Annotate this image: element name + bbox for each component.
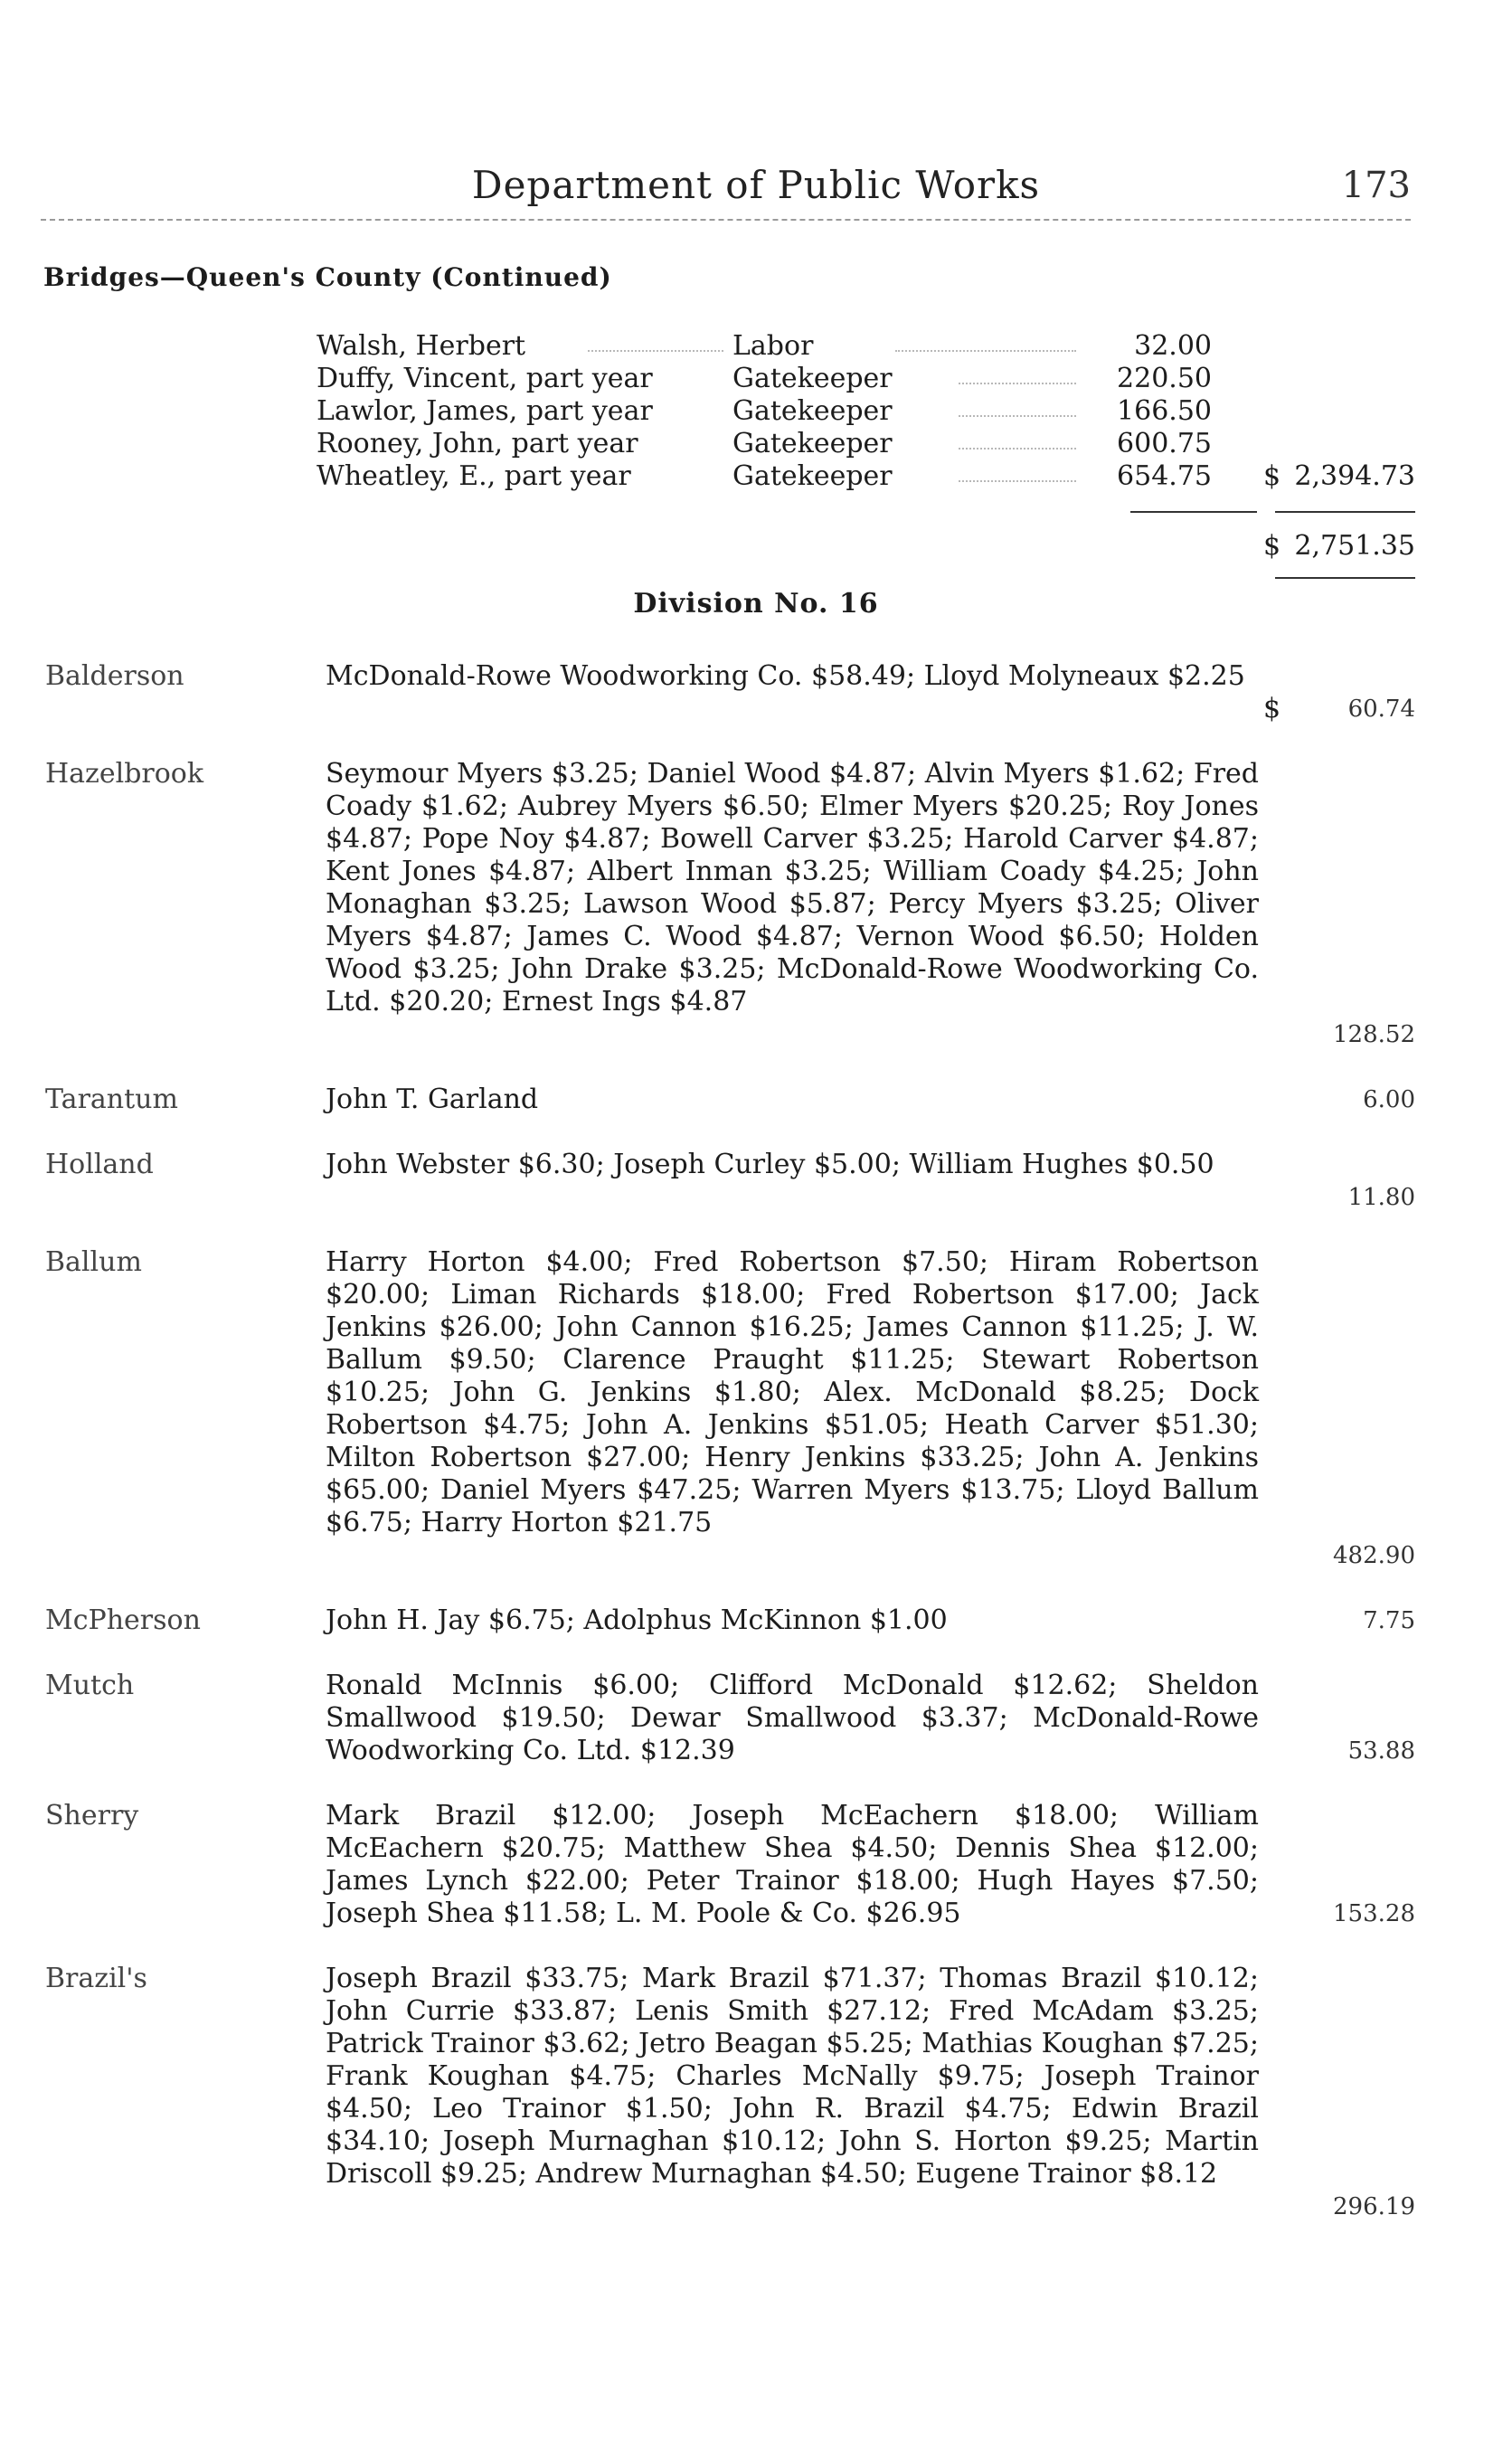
leader-dots: [959, 480, 1076, 482]
header-divider: [41, 219, 1411, 221]
entry-total: 53.88: [1347, 1737, 1415, 1765]
payment-details: Harry Horton $4.00; Fred Robertson $7.50; Hiram Robertson $20.00; Liman Richards $18.00; Fred Robertson $17.00; Jack Jenkins $26.00; John Cannon $16.25; James Cannon $11.25; J. W. Ballum $9.50; Clarence Praught $11.25; Stewart Robertson $10.25; John G. Jenkins $1.80; Alex. McDonald $8.25; Dock Robertson $4.75; John A. Jenkins $51.05; Heath Carver $51.30; Milton Robertson $27.00; Henry Jenkins $33.25; John A. Jenkins $65.00; Daniel Myers $47.25; Warren Myers $13.75; Lloyd Ballum $6.75; Harry Horton $21.75: [326, 1246, 1259, 1538]
subtotal: 2,394.73: [1294, 460, 1415, 492]
page-number: 173: [1341, 165, 1411, 206]
total-rule: [1275, 577, 1415, 579]
employee-name: Rooney, John, part year: [317, 428, 638, 459]
employee-name: Wheatley, E., part year: [317, 460, 631, 492]
leader-dots: [959, 448, 1076, 450]
place-name: Hazelbrook: [45, 758, 204, 790]
section-total: 2,751.35: [1294, 530, 1415, 562]
place-name: McPherson: [45, 1604, 201, 1636]
place-name: Sherry: [45, 1800, 139, 1832]
amount: 600.75: [1117, 428, 1212, 459]
leader-dots: [895, 350, 1076, 352]
gatekeeper-table: [317, 330, 1415, 493]
place-name: Brazil's: [45, 1963, 147, 1994]
entry-total: 60.74: [1347, 696, 1415, 723]
amount: 32.00: [1134, 330, 1212, 362]
sum-rule: [1275, 511, 1415, 513]
employee-role: Gatekeeper: [732, 395, 893, 427]
place-name: Ballum: [45, 1246, 142, 1278]
amount: 220.50: [1117, 363, 1212, 394]
section-heading: Bridges—Queen's County (Continued): [43, 262, 612, 292]
payment-details: John Webster $6.30; Joseph Curley $5.00; William Hughes $0.50: [326, 1149, 1214, 1180]
employee-name: Duffy, Vincent, part year: [317, 363, 653, 394]
employee-role: Gatekeeper: [732, 460, 893, 492]
leader-dots: [959, 383, 1076, 384]
payment-details: Joseph Brazil $33.75; Mark Brazil $71.37; Thomas Brazil $10.12; John Currie $33.87; Lenis Smith $27.12; Fred McAdam $3.25; Patrick Trainor $3.62; Jetro Beagan $5.25; Mathias Koughan $7.25; Frank Koughan $4.75; Charles McNally $9.75; Joseph Trainor $4.50; Leo Trainor $1.50; John R. Brazil $4.75; Edwin Brazil $34.10; Joseph Murnaghan $10.12; John S. Horton $9.25; Martin Driscoll $9.25; Andrew Murnaghan $4.50; Eugene Trainor $8.12: [326, 1963, 1259, 2190]
employee-role: Gatekeeper: [732, 363, 893, 394]
dollar-sign: $: [1263, 693, 1281, 724]
payment-details: Seymour Myers $3.25; Daniel Wood $4.87; Alvin Myers $1.62; Fred Coady $1.62; Aubrey Myers $6.50; Elmer Myers $20.25; Roy Jones $4.87; Pope Noy $4.87; Bowell Carver $3.25; Harold Carver $4.87; Kent Jones $4.87; Albert Inman $3.25; William Coady $4.25; John Monaghan $3.25; Lawson Wood $5.87; Percy Myers $3.25; Oliver Myers $4.87; James C. Wood $4.87; Vernon Wood $6.50; Holden Wood $3.25; John Drake $3.25; McDonald-Rowe Woodworking Co. Ltd. $20.20; Ernest Ings $4.87: [326, 758, 1259, 1018]
table-row: [317, 363, 1415, 395]
amount: 654.75: [1117, 460, 1212, 492]
leader-dots: [959, 415, 1076, 417]
page-title: Department of Public Works: [471, 163, 1041, 207]
entry-total: 153.28: [1333, 1900, 1415, 1927]
amount: 166.50: [1117, 395, 1212, 427]
entry-total: 11.80: [1347, 1184, 1415, 1211]
division-heading: Division No. 16: [633, 588, 879, 620]
payment-details: McDonald-Rowe Woodworking Co. $58.49; Lloyd Molyneaux $2.25: [326, 660, 1245, 692]
payment-details: John H. Jay $6.75; Adolphus McKinnon $1.00: [326, 1604, 948, 1636]
place-name: Tarantum: [45, 1084, 178, 1115]
entry-total: 7.75: [1363, 1607, 1415, 1634]
entry-total: 128.52: [1333, 1021, 1415, 1048]
employee-role: Labor: [732, 330, 814, 362]
employee-role: Gatekeeper: [732, 428, 893, 459]
payment-details: Mark Brazil $12.00; Joseph McEachern $18.00; William McEachern $20.75; Matthew Shea $4.50; Dennis Shea $12.00; James Lynch $22.00; Peter Trainor $18.00; Hugh Hayes $7.50; Joseph Shea $11.58; L. M. Poole & Co. $26.95: [326, 1800, 1259, 1929]
employee-name: Lawlor, James, part year: [317, 395, 653, 427]
place-name: Mutch: [45, 1670, 135, 1701]
entry-total: 6.00: [1363, 1086, 1415, 1113]
dollar-sign: $: [1263, 530, 1281, 562]
payment-details: John T. Garland: [326, 1084, 539, 1115]
place-name: Balderson: [45, 660, 184, 692]
entry-total: 482.90: [1333, 1542, 1415, 1569]
place-name: Holland: [45, 1149, 154, 1180]
dollar-sign: $: [1263, 460, 1281, 492]
leader-dots: [588, 350, 723, 352]
table-row: [317, 330, 1415, 363]
table-row: [317, 395, 1415, 428]
payment-details: Ronald McInnis $6.00; Clifford McDonald $12.62; Sheldon Smallwood $19.50; Dewar Smallwood $3.37; McDonald-Rowe Woodworking Co. Ltd. $12.39: [326, 1670, 1259, 1766]
sum-rule: [1130, 511, 1257, 513]
table-row: [317, 460, 1415, 493]
table-row: [317, 428, 1415, 460]
entry-total: 296.19: [1333, 2193, 1415, 2220]
employee-name: Walsh, Herbert: [317, 330, 526, 362]
